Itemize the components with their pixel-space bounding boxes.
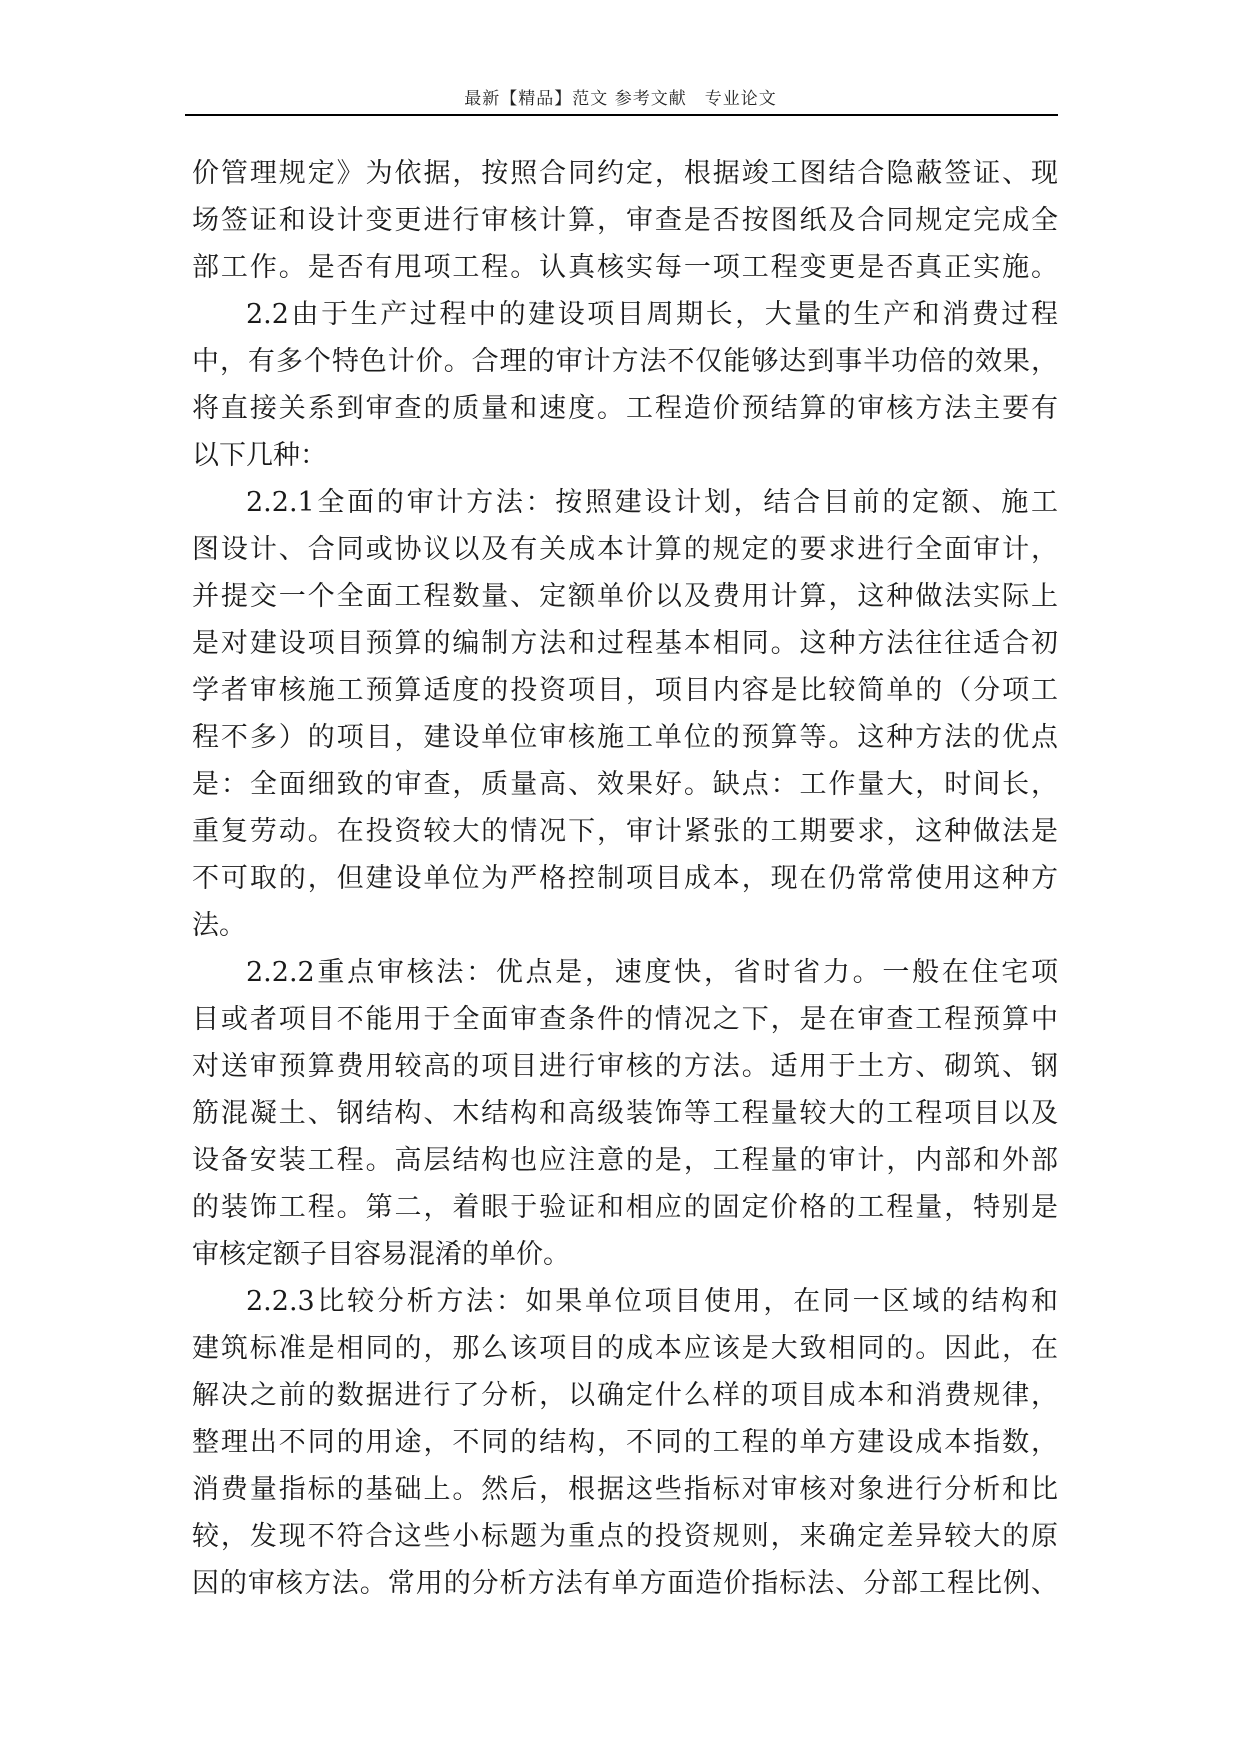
text-line: 2.2.2重点审核法：优点是，速度快，省时省力。一般在住宅项 <box>246 957 1058 988</box>
text-line: 的装饰工程。第二，着眼于验证和相应的固定价格的工程量，特别是 <box>192 1192 1058 1223</box>
text-line: 筋混凝土、钢结构、木结构和高级装饰等工程量较大的工程项目以及 <box>192 1098 1058 1129</box>
text-line: 整理出不同的用途，不同的结构，不同的工程的单方建设成本指数， <box>192 1427 1058 1458</box>
text-line: 因的审核方法。常用的分析方法有单方面造价指标法、分部工程比例、 <box>192 1568 1058 1599</box>
text-line: 价管理规定》为依据，按照合同约定，根据竣工图结合隐蔽签证、现 <box>192 158 1058 189</box>
text-line: 消费量指标的基础上。然后，根据这些指标对审核对象进行分析和比 <box>192 1474 1058 1505</box>
text-line: 场签证和设计变更进行审核计算，审查是否按图纸及合同规定完成全 <box>192 205 1058 236</box>
text-line: 将直接关系到审查的质量和速度。工程造价预结算的审核方法主要有 <box>192 393 1058 424</box>
text-line: 是：全面细致的审查，质量高、效果好。缺点：工作量大，时间长， <box>192 769 1058 800</box>
text-line: 审核定额子目容易混淆的单价。 <box>192 1239 570 1270</box>
text-line: 建筑标准是相同的，那么该项目的成本应该是大致相同的。因此，在 <box>192 1333 1058 1364</box>
text-line: 2.2由于生产过程中的建设项目周期长，大量的生产和消费过程 <box>246 299 1058 330</box>
text-line: 较，发现不符合这些小标题为重点的投资规则，来确定差异较大的原 <box>192 1521 1058 1552</box>
header-divider <box>185 114 1058 116</box>
text-line: 2.2.3比较分析方法：如果单位项目使用，在同一区域的结构和 <box>246 1286 1058 1317</box>
text-line: 2.2.1全面的审计方法：按照建设计划，结合目前的定额、施工 <box>246 487 1058 518</box>
text-line: 是对建设项目预算的编制方法和过程基本相同。这种方法往往适合初 <box>192 628 1058 659</box>
text-line: 图设计、合同或协议以及有关成本计算的规定的要求进行全面审计， <box>192 534 1058 565</box>
text-line: 并提交一个全面工程数量、定额单价以及费用计算，这种做法实际上 <box>192 581 1058 612</box>
text-line: 解决之前的数据进行了分析，以确定什么样的项目成本和消费规律， <box>192 1380 1058 1411</box>
text-line: 程不多）的项目，建设单位审核施工单位的预算等。这种方法的优点 <box>192 722 1058 753</box>
text-line: 目或者项目不能用于全面审查条件的情况之下，是在审查工程预算中 <box>192 1004 1058 1035</box>
text-line: 法。 <box>192 910 246 941</box>
text-line: 重复劳动。在投资较大的情况下，审计紧张的工期要求，这种做法是 <box>192 816 1058 847</box>
text-line: 部工作。是否有甩项工程。认真核实每一项工程变更是否真正实施。 <box>192 252 1058 283</box>
body-text <box>192 150 1058 1607</box>
text-line: 设备安装工程。高层结构也应注意的是，工程量的审计，内部和外部 <box>192 1145 1058 1176</box>
text-line: 中，有多个特色计价。合理的审计方法不仅能够达到事半功倍的效果， <box>192 346 1058 377</box>
page-header: 最新【精品】范文 参考文献 专业论文 <box>464 89 777 109</box>
text-line: 学者审核施工预算适度的投资项目，项目内容是比较简单的（分项工 <box>192 675 1058 706</box>
text-line: 对送审预算费用较高的项目进行审核的方法。适用于土方、砌筑、钢 <box>192 1051 1058 1082</box>
text-line: 不可取的，但建设单位为严格控制项目成本，现在仍常常使用这种方 <box>192 863 1058 894</box>
text-line: 以下几种： <box>192 440 327 471</box>
